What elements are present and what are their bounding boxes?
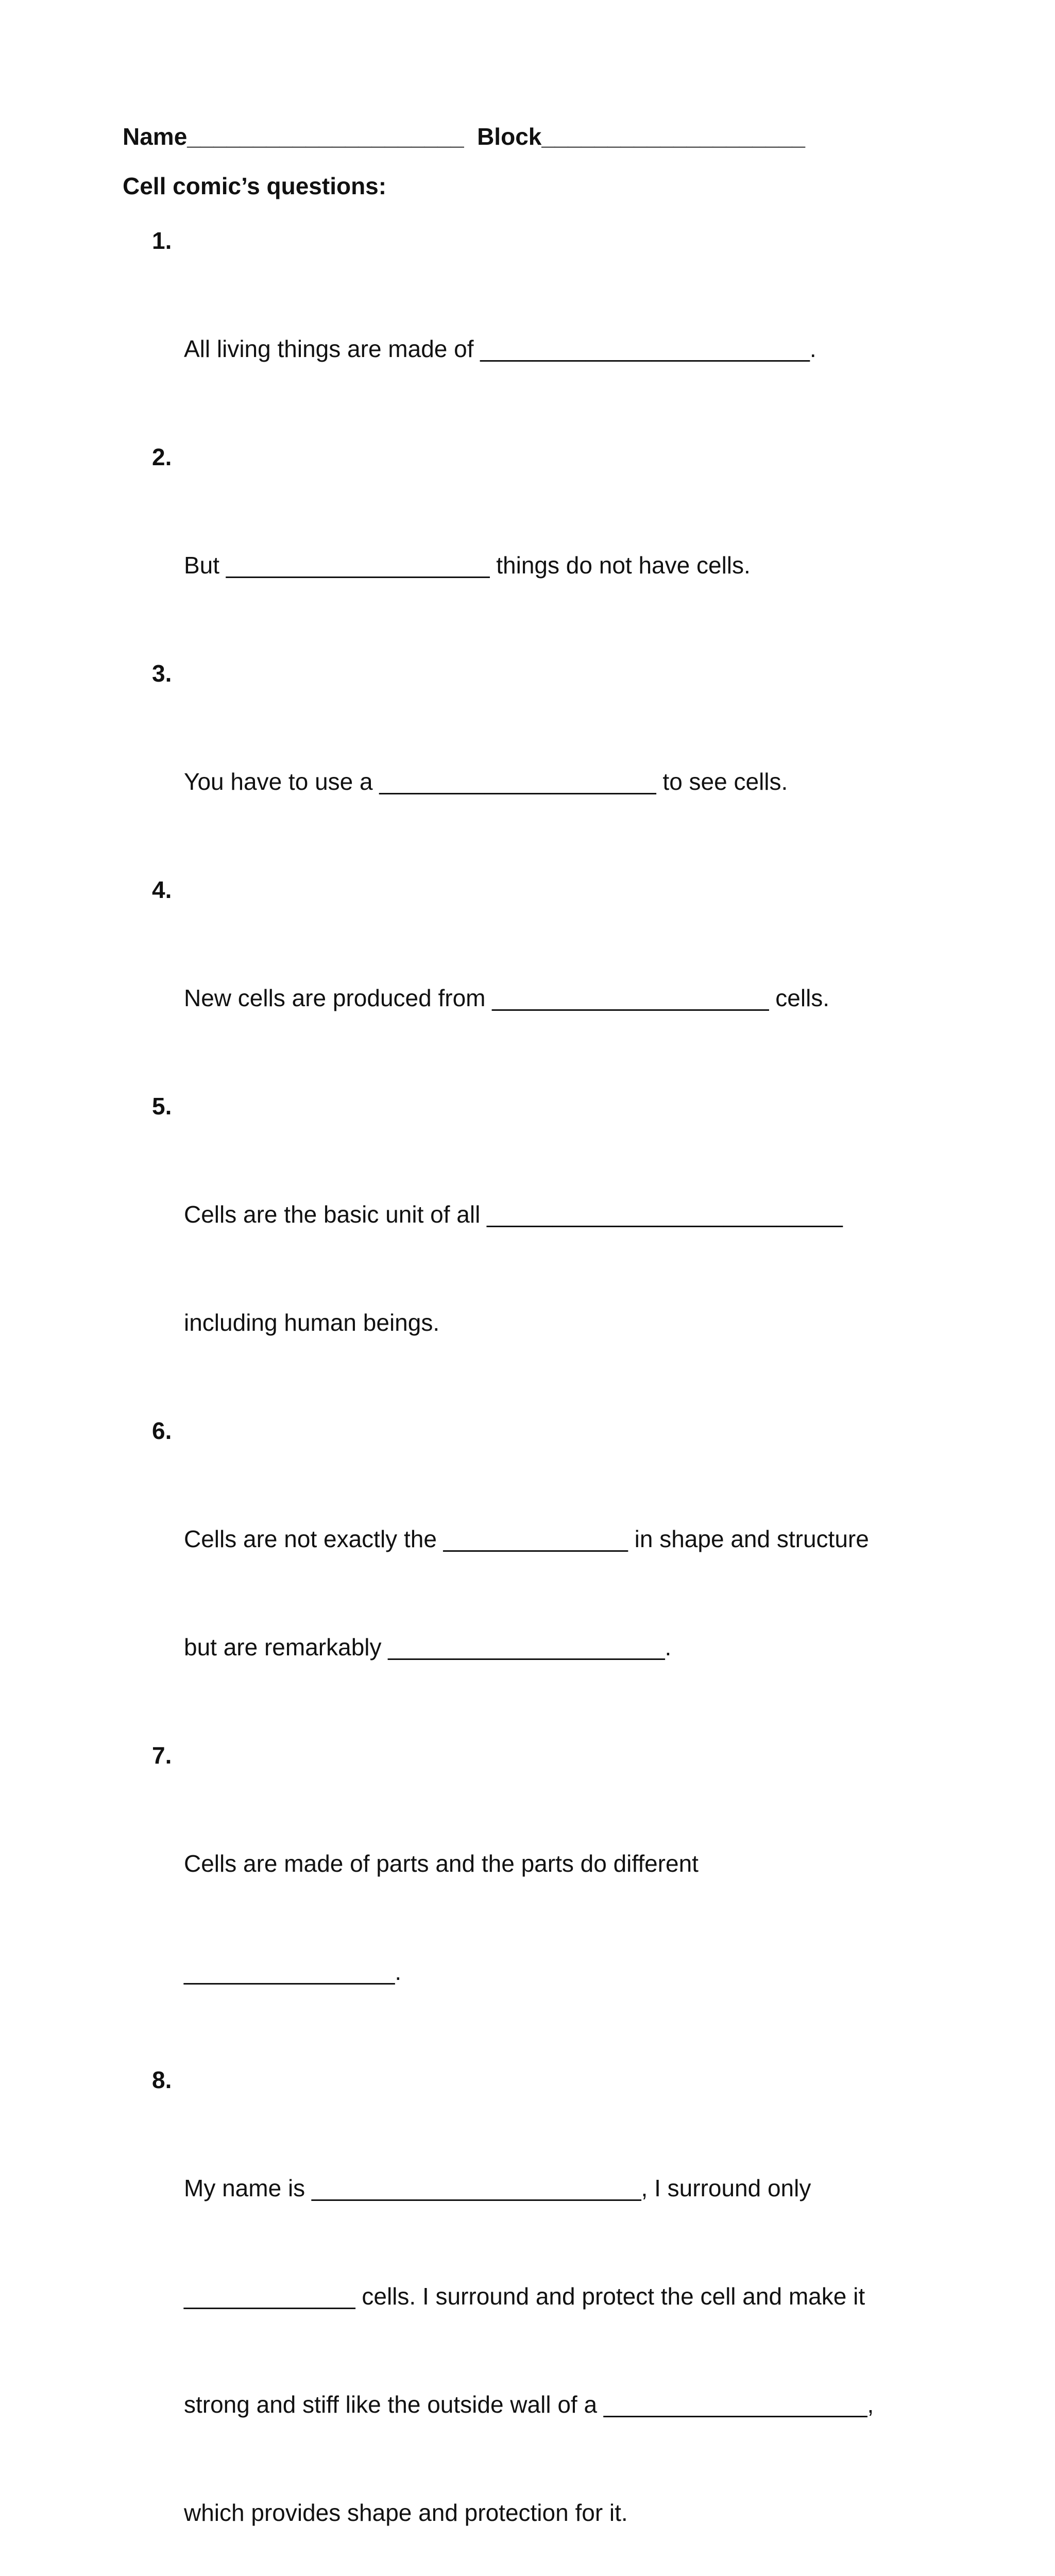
question-8	[152, 2062, 935, 2576]
question-number: 5.	[152, 1093, 172, 1120]
question-text-line: Cells are the basic unit of all ___________________________	[184, 1201, 843, 1228]
question-3	[152, 655, 935, 872]
question-number: 4.	[152, 876, 172, 903]
question-text-line: New cells are produced from _____________________ cells.	[184, 985, 830, 1011]
question-2	[152, 439, 935, 655]
question-text-line: Cells are made of parts and the parts do different	[184, 1850, 699, 1877]
question-4	[152, 872, 935, 1088]
question-1	[152, 223, 935, 439]
question-text-line: including human beings.	[184, 1309, 440, 1336]
question-number: 1.	[152, 227, 172, 254]
question-text-line: _____________ cells. I surround and protect the cell and make it	[184, 2283, 865, 2310]
question-number: 6.	[152, 1417, 172, 1444]
question-text-line: All living things are made of _________________________.	[184, 335, 816, 362]
question-text-line: But ____________________ things do not have cells.	[184, 552, 751, 579]
question-text-line: which provides shape and protection for it.	[184, 2499, 628, 2526]
question-7	[152, 1737, 935, 2062]
question-number: 8.	[152, 2066, 172, 2093]
question-text-line: My name is _________________________, I surround only	[184, 2175, 811, 2201]
question-text-line: but are remarkably _____________________.	[184, 1634, 672, 1660]
question-text-line: ________________.	[184, 1958, 402, 1985]
question-6	[152, 1413, 935, 1737]
question-number: 3.	[152, 660, 172, 687]
question-5	[152, 1088, 935, 1413]
name-block-header: Name_____________________ Block____________________	[123, 123, 806, 150]
question-text-line: strong and stiff like the outside wall of a ____________________,	[184, 2391, 874, 2418]
question-text-line: You have to use a _____________________ to see cells.	[184, 768, 788, 795]
question-text-line: Cells are not exactly the ______________ in shape and structure	[184, 1526, 869, 1552]
question-list	[152, 223, 935, 2576]
question-number: 2.	[152, 444, 172, 470]
section-title: Cell comic’s questions:	[123, 173, 387, 199]
question-number: 7.	[152, 1742, 172, 1769]
